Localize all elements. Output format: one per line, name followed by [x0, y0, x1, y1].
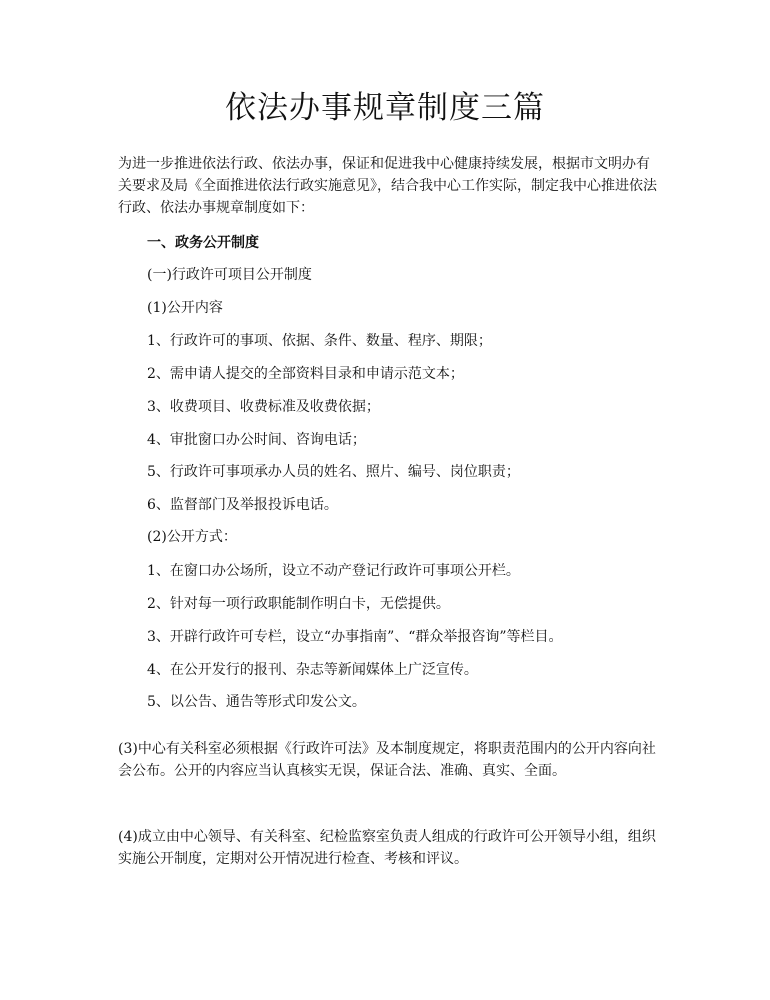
paragraph-3: (3)中心有关科室必须根据《行政许可法》及本制度规定，将职责范围内的公开内容向社会公布。公开的内容应当认真核实无误，保证合法、准确、真实、全面。 [118, 741, 656, 779]
content-item: 1、行政许可的事项、依据、条件、数量、程序、期限； [147, 333, 492, 349]
section-heading-government-affairs: 一、政务公开制度 [147, 235, 259, 251]
content-item: 5、行政许可事项承办人员的姓名、照片、编号、岗位职责； [147, 464, 520, 480]
method-item: 4、在公开发行的报刊、杂志等新闻媒体上广泛宣传。 [147, 662, 478, 678]
content-heading: (1)公开内容 [147, 300, 223, 316]
method-item: 2、针对每一项行政职能制作明白卡，无偿提供。 [147, 596, 450, 612]
content-item: 4、审批窗口办公时间、咨询电话； [147, 432, 366, 448]
content-item: 3、收费项目、收费标准及收费依据； [147, 399, 380, 415]
paragraph-4: (4)成立由中心领导、有关科室、纪检监察室负责人组成的行政许可公开领导小组，组织实施公开制度，定期对公开情况进行检查、考核和评议。 [118, 829, 656, 867]
method-item: 3、开辟行政许可专栏，设立“办事指南”、“群众举报咨询”等栏目。 [147, 629, 563, 645]
method-item: 1、在窗口办公场所，设立不动产登记行政许可事项公开栏。 [147, 563, 520, 579]
content-item: 2、需申请人提交的全部资料目录和申请示范文本； [147, 366, 464, 382]
method-heading: (2)公开方式： [147, 529, 237, 545]
intro-paragraph: 为进一步推进依法行政、依法办事，保证和促进我中心健康持续发展，根据市文明办有关要求及局《全面推进依法行政实施意见》，结合我中心工作实际，制定我中心推进依法行政、依法办事规章制度如下： [118, 156, 657, 216]
method-item: 5、以公告、通告等形式印发公文。 [147, 694, 366, 710]
content-item: 6、监督部门及举报投诉电话。 [147, 497, 338, 513]
document-title: 依法办事规章制度三篇 [225, 90, 545, 126]
subsection-heading-admin-license: (一)行政许可项目公开制度 [147, 267, 312, 283]
